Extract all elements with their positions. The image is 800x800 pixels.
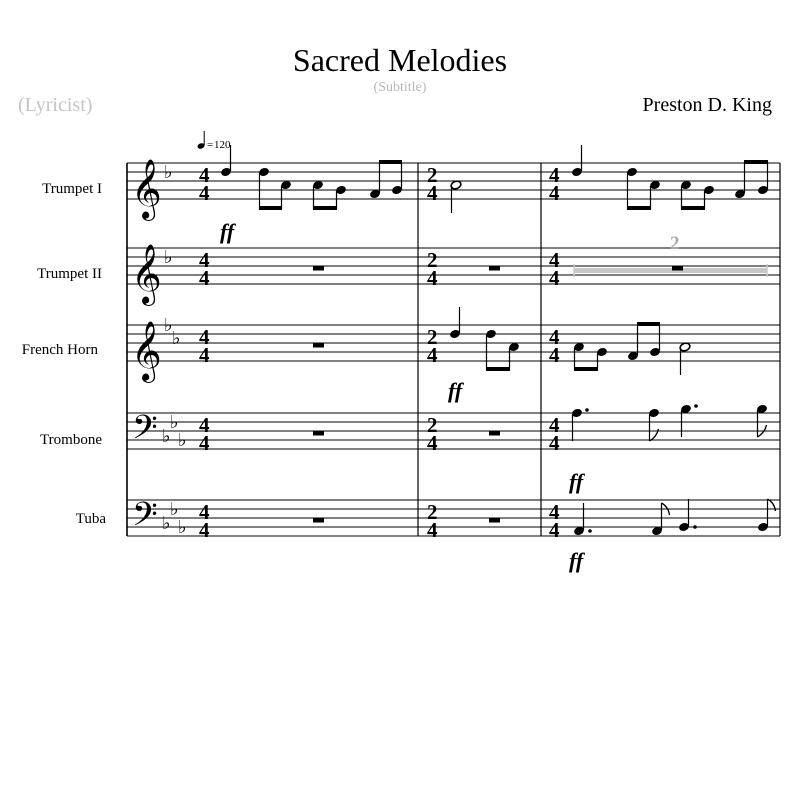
- svg-text:♭: ♭: [162, 426, 171, 447]
- svg-text:4: 4: [549, 181, 560, 205]
- notes-trumpet-1-m2: [450, 180, 462, 213]
- treble-clef-icon: 𝄞: [131, 321, 162, 381]
- svg-text:4: 4: [427, 518, 438, 542]
- svg-text:♭: ♭: [164, 162, 173, 183]
- dynamic-ff-french-horn: ff: [448, 378, 463, 403]
- measure-rests: [313, 266, 500, 523]
- svg-text:♭: ♭: [170, 412, 179, 433]
- svg-text:4: 4: [199, 325, 210, 349]
- dynamic-ff-trombone: ff: [569, 469, 584, 494]
- svg-text:2: 2: [427, 325, 438, 349]
- staff-french-horn: [127, 325, 780, 361]
- key-signature-french-horn: [164, 315, 181, 349]
- svg-text:♭: ♭: [164, 315, 173, 336]
- score-title: Sacred Melodies: [292, 42, 508, 78]
- svg-text:♭: ♭: [178, 517, 187, 538]
- svg-text:4: 4: [549, 325, 560, 349]
- svg-text:4: 4: [549, 248, 560, 272]
- composer: Preston D. King: [642, 94, 772, 116]
- svg-text:4: 4: [549, 500, 560, 524]
- instrument-name-trumpet-1: Trumpet I: [42, 181, 102, 197]
- tempo-bpm: 120: [214, 139, 231, 151]
- bass-clef-icon: 𝄢: [132, 409, 158, 455]
- svg-text:2: 2: [427, 413, 438, 437]
- instrument-name-tuba: Tuba: [75, 511, 106, 527]
- treble-clef-icon: 𝄞: [131, 244, 162, 304]
- notes-french-horn-m3: [573, 322, 691, 375]
- svg-text:4: 4: [199, 343, 210, 367]
- svg-text:4: 4: [199, 431, 210, 455]
- key-signature-trumpet-2: [164, 247, 173, 268]
- key-signature-trombone: [162, 412, 187, 451]
- bass-clef-icon: 𝄢: [132, 496, 158, 542]
- svg-text:4: 4: [199, 413, 210, 437]
- notes-trumpet-1-m3: [571, 145, 769, 210]
- svg-text:4: 4: [199, 500, 210, 524]
- svg-text:4: 4: [549, 343, 560, 367]
- key-signature-trumpet-1: [164, 162, 173, 183]
- svg-text:4: 4: [549, 518, 560, 542]
- svg-text:4: 4: [199, 518, 210, 542]
- svg-text:2: 2: [427, 248, 438, 272]
- svg-text:4: 4: [427, 431, 438, 455]
- svg-text:♭: ♭: [172, 328, 181, 349]
- svg-text:2: 2: [427, 500, 438, 524]
- tempo-marking: [197, 131, 231, 151]
- svg-text:2: 2: [427, 163, 438, 187]
- svg-text:4: 4: [549, 266, 560, 290]
- svg-text:4: 4: [549, 163, 560, 187]
- svg-text:♭: ♭: [178, 430, 187, 451]
- score-subtitle: (Subtitle): [373, 80, 427, 95]
- svg-text:4: 4: [199, 248, 210, 272]
- dynamic-ff-trumpet-1: ff: [220, 219, 235, 244]
- instrument-name-trombone: Trombone: [40, 432, 102, 448]
- svg-text:4: 4: [549, 413, 560, 437]
- svg-text:4: 4: [199, 163, 210, 187]
- svg-text:4: 4: [199, 266, 210, 290]
- key-signature-tuba: [162, 499, 187, 538]
- treble-clef-icon: 𝄞: [131, 159, 162, 219]
- svg-text:4: 4: [427, 343, 438, 367]
- svg-text:♭: ♭: [164, 247, 173, 268]
- svg-text:4: 4: [427, 266, 438, 290]
- lyricist: (Lyricist): [18, 94, 93, 116]
- svg-text:4: 4: [427, 181, 438, 205]
- multirest-trumpet-2: [574, 233, 767, 277]
- instrument-name-french-horn: French Horn: [21, 342, 98, 358]
- instrument-name-trumpet-2: Trumpet II: [37, 266, 102, 282]
- dynamic-ff-tuba: ff: [569, 548, 584, 573]
- multirest-count: 2: [670, 233, 680, 254]
- svg-text:4: 4: [199, 181, 210, 205]
- notes-trumpet-1-m1: [220, 145, 403, 210]
- svg-text:=: =: [207, 139, 214, 151]
- svg-text:4: 4: [549, 431, 560, 455]
- svg-text:♭: ♭: [162, 513, 171, 534]
- svg-text:♭: ♭: [170, 499, 179, 520]
